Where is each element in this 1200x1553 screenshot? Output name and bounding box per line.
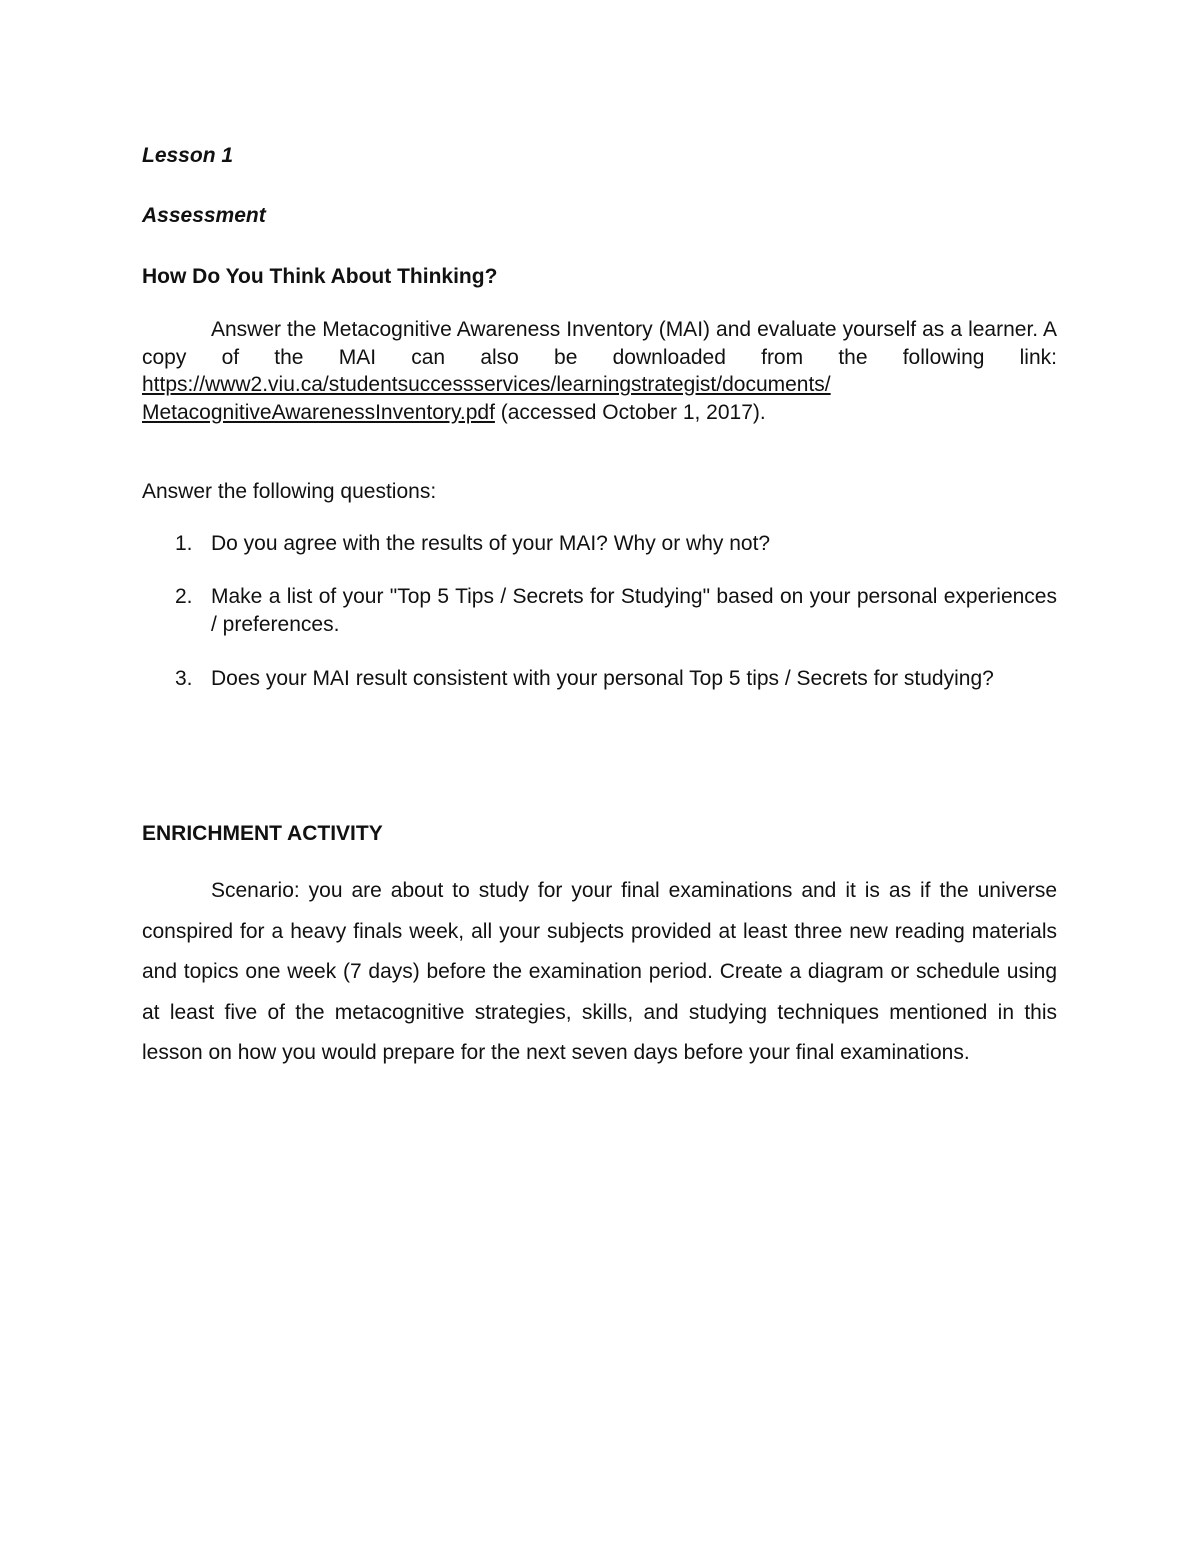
- question-number: 1.: [175, 532, 193, 555]
- question-number: 3.: [175, 667, 193, 690]
- question-text: Does your MAI result consistent with your personal Top 5 tips / Secrets for studying?: [211, 667, 994, 690]
- question-text: Do you agree with the results of your MAI? Why or why not?: [211, 532, 771, 555]
- section-title: Assessment: [142, 204, 266, 227]
- intro-paragraph: [142, 316, 1057, 426]
- link-line-1: https://www2.viu.ca/studentsuccessservices/learningstrategist/documents/: [142, 373, 831, 396]
- accessed-date-text: (accessed October 1, 2017).: [494, 400, 766, 424]
- questions-label: Answer the following questions:: [142, 480, 437, 503]
- enrichment-heading: ENRICHMENT ACTIVITY: [142, 822, 383, 845]
- scenario-paragraph: Scenario: you are about to study for your final examinations and it is as if the universe conspired for a heavy finals week, all your subjects provided at least three new reading materials and topics one week (7 days) before the examination period. Create a diagram or schedule using at least five of the metacognitive strategies, skills, and studying techniques mentioned in this lesson on how you would prepare for the next seven days before your final examinations.: [142, 879, 1057, 1065]
- list-item: [142, 665, 1057, 693]
- list-item: [142, 530, 1057, 558]
- link-line-2: MetacognitiveAwarenessInventory.pdf: [142, 400, 495, 424]
- question-number: 2.: [175, 585, 193, 608]
- question-text: Make a list of your "Top 5 Tips / Secrets for Studying" based on your personal experiences / preferences.: [211, 585, 1057, 636]
- list-item: [142, 583, 1057, 638]
- lesson-title: Lesson 1: [142, 144, 234, 167]
- intro-text: Answer the Metacognitive Awareness Inventory (MAI) and evaluate yourself as a learner. A copy of the MAI can also be downloaded from the following link:: [142, 318, 1057, 369]
- activity-heading: How Do You Think About Thinking?: [142, 265, 498, 288]
